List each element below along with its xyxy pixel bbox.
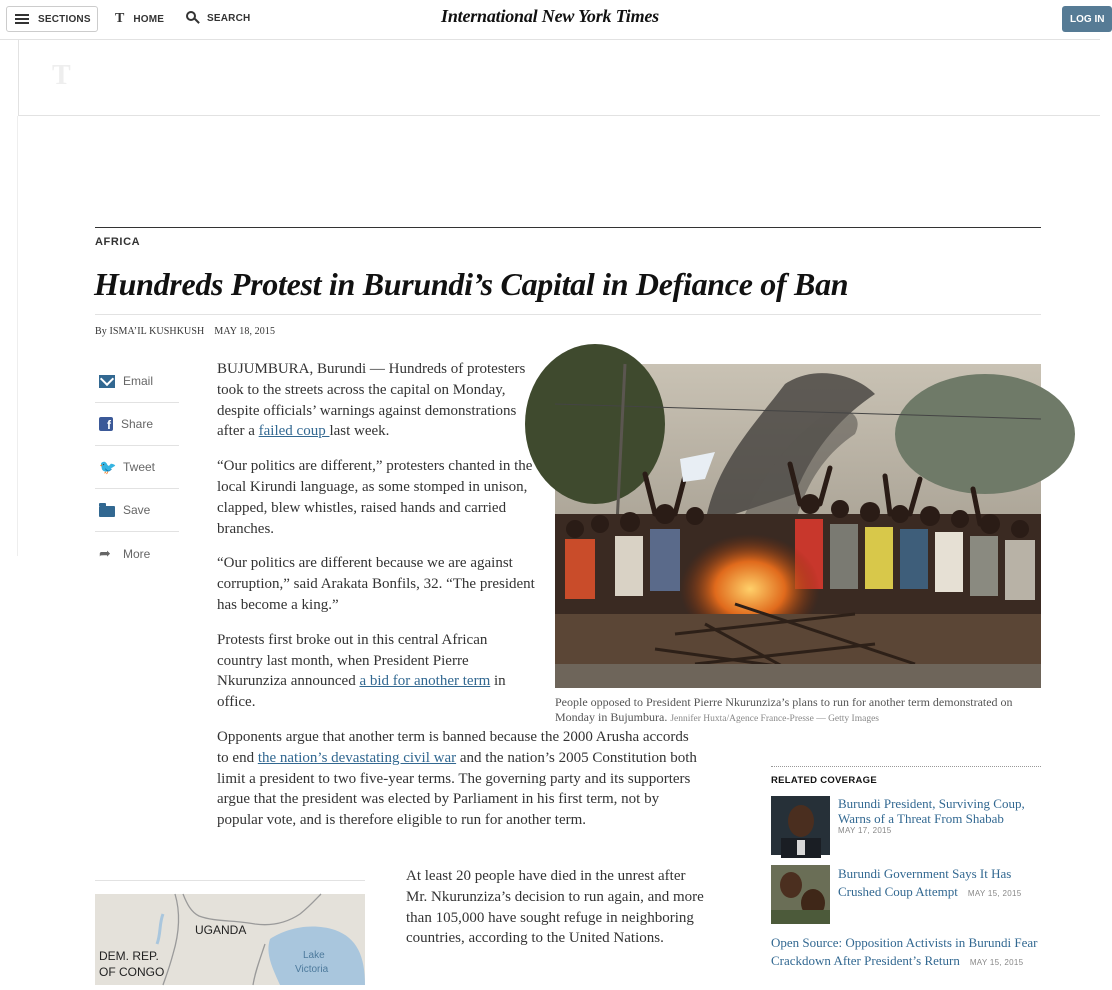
related-date: MAY 15, 2015 [969, 958, 1024, 967]
share-facebook-button[interactable] [95, 403, 179, 446]
search-label: SEARCH [207, 12, 251, 24]
share-twitter-label: Tweet [123, 460, 156, 474]
related-item[interactable] [771, 934, 1041, 968]
related-item[interactable] [771, 865, 1041, 925]
share-email-label: Email [123, 374, 154, 388]
related-coverage-title: RELATED COVERAGE [771, 775, 877, 786]
story-paragraph: BUJUMBURA, Burundi — Hundreds of protesters took to the streets across the capital on Monday, despite officials’ warnings against demonstrations after a failed coup last week. [217, 361, 526, 440]
story-paragraph: Opponents argue that another term is banned because the 2000 Arusha accords to end the nation’s devastating civil war and the nation’s 2005 Constitution both limit a president to two five-year terms. The governing party and its supporters argue that the president was elected by Parliament in his first term, not by popular vote, and is therefore eligible to run for another term. [217, 729, 697, 829]
headline-divider [95, 314, 1041, 315]
photo-caption [555, 695, 1041, 727]
login-button[interactable]: LOG IN [1062, 6, 1112, 32]
bid-another-term-link[interactable]: a bid for another term [359, 673, 491, 690]
ad-banner [18, 40, 1100, 116]
story-paragraph: “Our politics are different,” protesters chanted in the local Kirundi language, as some stomped in unison, clapped, blew whistles, raised hands and carried branches. [217, 458, 533, 537]
story-paragraph: At least 20 people have died in the unrest after Mr. Nkurunziza’s decision to run again, and more than 105,000 have sought refuge in neighboring countries, according to the United Nations. [406, 868, 704, 947]
ad-placeholder-logo: T [52, 60, 71, 91]
share-email-button[interactable] [95, 360, 179, 403]
share-more-label: More [123, 546, 151, 561]
share-facebook-label: Share [121, 417, 154, 431]
region-map[interactable] [95, 894, 365, 985]
map-divider [95, 880, 365, 881]
map-label-drc: DEM. REP. [99, 949, 159, 963]
related-thumbnail[interactable] [771, 796, 830, 855]
caption-text: People opposed to President Pierre Nkurunziza’s plans to run for another term demonstrated on Monday in Bujumbura. [555, 695, 1013, 724]
email-icon [99, 375, 115, 388]
byline-date: MAY 18, 2015 [214, 326, 276, 337]
failed-coup-link[interactable]: failed coup [258, 423, 330, 440]
related-item[interactable] [771, 796, 1041, 856]
header-divider [95, 227, 1041, 228]
byline-author[interactable]: By ISMA’IL KUSHKUSH [95, 326, 205, 337]
home-label: HOME [133, 13, 165, 25]
map-label-lake: Lake [303, 950, 325, 961]
related-thumbnail[interactable] [771, 865, 830, 924]
story-paragraph: Protests first broke out in this central African country last month, when President Pierre Nkurunziza announced a bid for another term in office. [217, 631, 506, 711]
story-paragraph: “Our politics are different because we are against corruption,” said Arakata Bonfils, 32. “The president has become a king.” [217, 555, 535, 613]
top-bar [0, 0, 1105, 40]
photo-credit: Jennifer Huxta/Agence France-Presse — Getty Images [670, 714, 879, 724]
civil-war-link[interactable]: the nation’s devastating civil war [257, 749, 457, 766]
share-twitter-button[interactable] [95, 446, 179, 489]
soldiers-thumbnail-image [771, 865, 830, 924]
share-tools [95, 360, 179, 575]
save-button[interactable] [95, 489, 179, 532]
related-headline[interactable]: Burundi Government Says It Has Crushed Coup Attempt [838, 866, 1012, 899]
share-more-button[interactable] [95, 532, 179, 575]
story-body-bottom [406, 866, 706, 963]
map-label-lake-line2: Victoria [295, 964, 329, 975]
related-headline[interactable]: Burundi President, Surviving Coup, Warns of a Threat From Shabab [838, 796, 1025, 826]
east-africa-map [95, 894, 365, 985]
related-date: MAY 17, 2015 [838, 826, 892, 835]
protest-photo-illustration [555, 364, 1041, 688]
left-edge-rule [0, 116, 18, 556]
twitter-icon: 🐦 [99, 458, 117, 475]
save-label: Save [123, 503, 151, 517]
facebook-icon: f [99, 417, 113, 431]
lead-photo[interactable] [555, 364, 1041, 688]
story-body-top [217, 359, 535, 727]
map-label-drc-line2: OF CONGO [99, 965, 165, 979]
map-label-uganda: UGANDA [195, 923, 247, 937]
share-arrow-icon: ➦ [99, 545, 111, 561]
article-headline: Hundreds Protest in Burundi’s Capital in Defiance of Ban [94, 266, 849, 302]
related-coverage [771, 766, 1041, 786]
related-divider [771, 766, 1041, 767]
masthead-logo[interactable]: International New York Times [441, 6, 659, 26]
related-date: MAY 15, 2015 [967, 889, 1022, 898]
story-body-middle [217, 727, 702, 845]
section-kicker[interactable]: AFRICA [95, 236, 141, 248]
sections-label: SECTIONS [38, 13, 91, 25]
related-headline[interactable]: Open Source: Opposition Activists in Burundi Fear Crackdown After President’s Return [771, 935, 1038, 968]
folder-icon [99, 506, 115, 517]
nyt-t-icon: T [115, 11, 125, 26]
byline [95, 326, 275, 337]
portrait-thumbnail-image [771, 796, 830, 855]
